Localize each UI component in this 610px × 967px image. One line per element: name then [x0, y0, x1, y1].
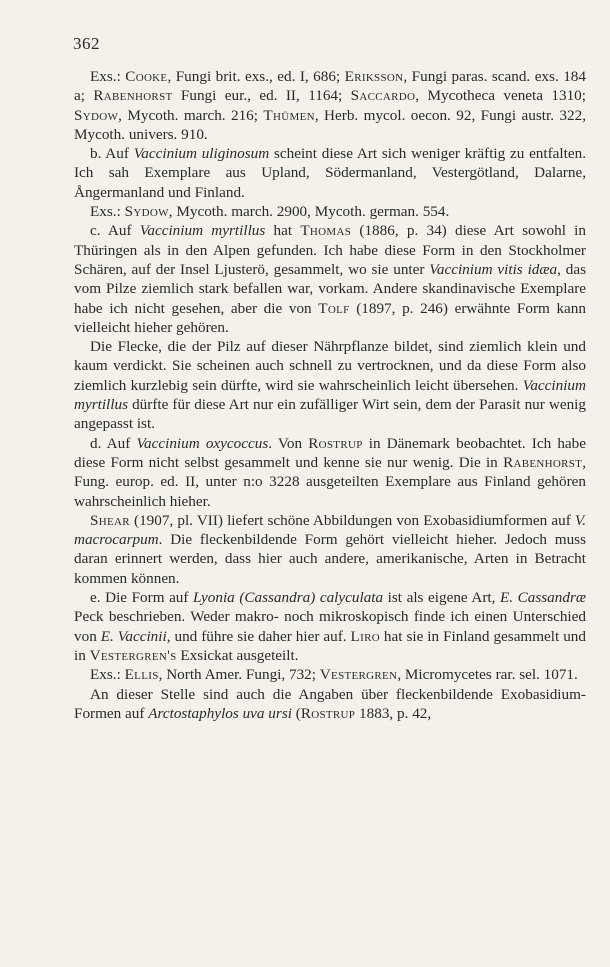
- text-run: b. Auf: [90, 145, 134, 163]
- author-name: Rostrup: [300, 704, 356, 722]
- text-run: ist als eigene Art,: [383, 589, 500, 607]
- text-run: Exs.:: [90, 68, 126, 85]
- text-run: Fungi eur., ed. II, 1164;: [172, 87, 351, 105]
- text-run: , Fung. europ. ed. II, unter n:o 3228 ausgeteilten Exemplare aus Finland gehören wahrscheinlich hieher.: [74, 453, 586, 510]
- paragraph: [74, 588, 586, 665]
- text-run: , Fungi paras. scand. exs. 184 a;: [74, 68, 586, 105]
- paragraph: [74, 434, 586, 511]
- italic-term: Lyonia (Cassandra) calyculata: [193, 589, 384, 607]
- author-name: Thomas: [300, 222, 352, 240]
- author-name: Thümen: [263, 106, 315, 124]
- text-run: Exsickat ausgeteilt.: [176, 646, 299, 664]
- author-name: Vestergren: [319, 666, 398, 684]
- paragraph: [74, 685, 586, 724]
- paragraph: [74, 144, 586, 202]
- text-run: , Micromycetes rar. sel. 1071.: [397, 666, 578, 684]
- text-run: Die Flecke, die der Pilz auf dieser Nährpflanze bildet, sind ziemlich klein und kaum verdickt. Sie scheinen auch schnell zu vertrocknen, und da diese Form also ziemlich kurzlebig sein dürfte, wird sie wahrscheinlich leicht übersehen.: [74, 338, 586, 394]
- text-run: Peck beschrieben. Weder makro- noch mikroskopisch finde ich einen Unterschied von: [74, 608, 586, 645]
- text-run: , und führe sie daher hier auf.: [166, 627, 351, 645]
- text-run: d. Auf: [90, 434, 137, 452]
- text-run: . Die fleckenbildende Form gehört vielleicht hieher. Jedoch muss daran erinnert werden, dass hier auch andere, amerikanische, Arten in Betracht kommen können.: [74, 531, 586, 587]
- italic-term: Vaccinium myrtillus: [74, 376, 586, 414]
- author-name: Rabenhorst: [503, 453, 583, 471]
- author-name: Vestergren's: [89, 646, 177, 664]
- italic-term: Vaccinium uliginosum: [133, 145, 270, 163]
- text-run: , North Amer. Fungi, 732;: [158, 666, 320, 684]
- author-name: Rabenhorst: [93, 87, 173, 105]
- text-run: , Mycoth. march. 216;: [118, 106, 264, 124]
- author-name: Shear: [90, 511, 130, 529]
- italic-term: E. Vaccinii: [100, 627, 167, 645]
- text-run: , Herb. mycol. oecon. 92, Fungi austr. 322, Mycoth. univers. 910.: [74, 106, 586, 143]
- text-run: An dieser Stelle sind auch die Angaben über fleckenbildende Exobasidium-Formen auf: [74, 685, 586, 722]
- text-run: hat: [265, 222, 301, 240]
- paragraph: [74, 202, 586, 221]
- text-run: scheint diese Art sich weniger kräftig zu entfalten. Ich sah Exemplare aus Upland, Södermanland, Vestergötland, Dalarne, Ångermanland und Finland.: [74, 145, 586, 201]
- italic-term: Vaccinium myrtillus: [139, 222, 266, 240]
- author-name: Tolf: [318, 299, 350, 317]
- paragraph: [74, 221, 586, 337]
- author-name: Sydow: [74, 106, 119, 124]
- text-run: (: [291, 704, 301, 722]
- text-run: c. Auf: [90, 222, 140, 240]
- text-run: , Mycoth. march. 2900, Mycoth. german. 554.: [168, 203, 450, 221]
- italic-term: Vaccinium oxycoccus: [136, 434, 269, 452]
- author-name: Saccardo: [350, 87, 416, 105]
- text-run: (1886, p. 34) diese Art sowohl in Thüringen als in den Alpen gefunden. Ich habe diese Form in den Stockholmer Schären, auf der Insel Ljusterö, gesammelt, wo sie unter: [74, 222, 586, 278]
- text-run: e. Die Form auf: [90, 589, 194, 607]
- page-number: 362: [73, 34, 100, 53]
- text-run: Exs.:: [90, 666, 125, 684]
- text-run: hat sie in Finland gesammelt und in: [74, 627, 586, 664]
- text-run: , Fungi brit. exs., ed. I, 686;: [167, 68, 345, 85]
- author-name: Cooke: [125, 68, 168, 85]
- italic-term: Vaccinium vitis idæa: [429, 260, 558, 278]
- text-run: 1883, p. 42,: [355, 704, 432, 722]
- paragraph: [74, 665, 586, 684]
- body-text: [74, 67, 586, 723]
- text-run: Exs.:: [90, 203, 125, 221]
- text-run: (1907, pl. VII) liefert schöne Abbildungen von Exobasidiumformen auf: [129, 511, 575, 529]
- author-name: Liro: [350, 627, 380, 645]
- text-run: , Mycotheca veneta 1310;: [415, 87, 586, 105]
- text-run: (1897, p. 246) erwähnte Form kann vielleicht hieher gehören.: [74, 299, 586, 336]
- paragraph: [74, 511, 586, 588]
- text-run: , das vom Pilze ziemlich stark befallen war, vorkam. Andere skandinavische Exemplare habe ich nicht gesehen, aber die von: [74, 260, 586, 317]
- italic-term: V. macrocarpum: [74, 511, 586, 549]
- paragraph: [74, 67, 586, 144]
- italic-term: E. Cassandræ: [499, 589, 586, 607]
- italic-term: Arctostaphylos uva ursi: [148, 704, 292, 722]
- author-name: Eriksson: [344, 68, 404, 85]
- author-name: Ellis: [124, 666, 159, 684]
- text-run: dürfte für diese Art nur ein zufälliger Wirt sein, dem der Parasit nur wenig angepasst ist.: [74, 396, 586, 433]
- author-name: Rostrup: [308, 434, 363, 452]
- author-name: Sydow: [124, 203, 169, 221]
- text-run: . Von: [268, 434, 309, 452]
- text-run: in Dänemark beobachtet. Ich habe diese Form nicht selbst gesammelt und kenne sie nur wenig. Die in: [74, 434, 586, 471]
- paragraph: [74, 337, 586, 433]
